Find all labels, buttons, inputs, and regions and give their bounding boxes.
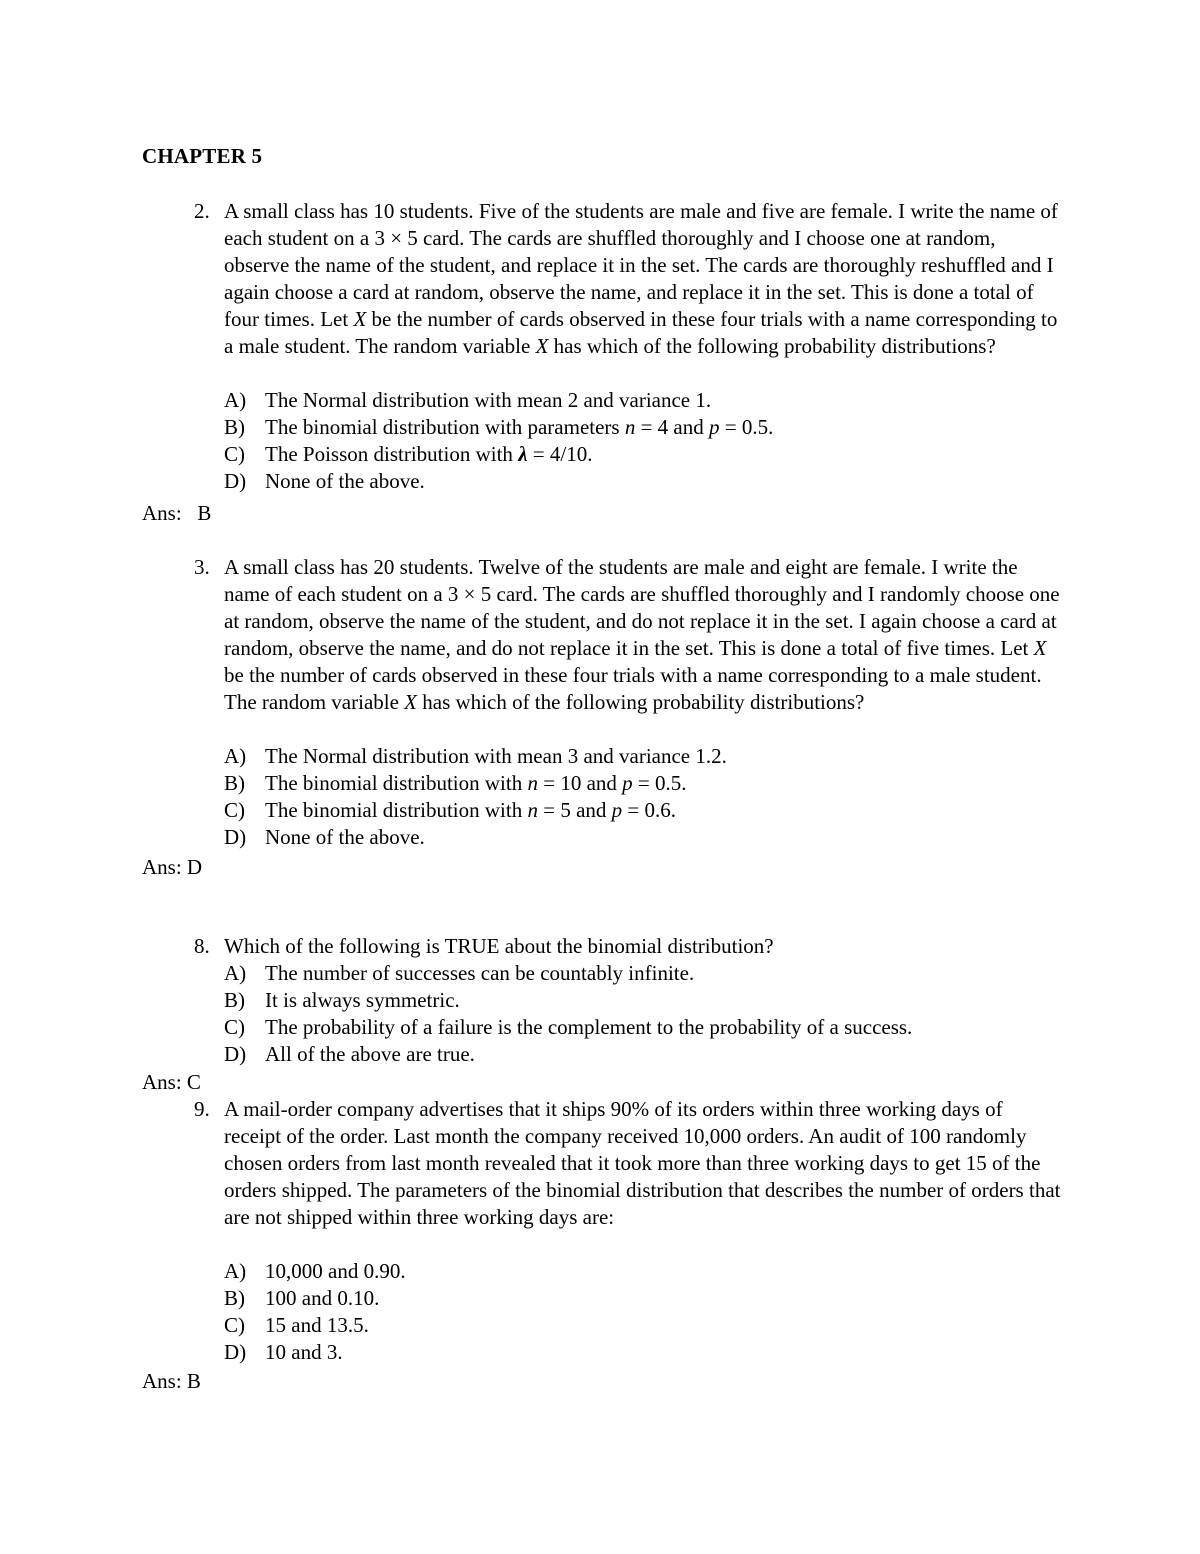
variable-x: X [535, 334, 549, 358]
stem-text: has which of the following probability distributions? [417, 690, 865, 714]
question-stem [224, 554, 1064, 716]
answer-options [224, 960, 1064, 1068]
question-stem [224, 1096, 1064, 1231]
option-text: 100 and 0.10. [265, 1286, 380, 1310]
answer-key: Ans: B [142, 1369, 201, 1393]
option-text: The number of successes can be countably infinite. [265, 961, 695, 985]
option-d [224, 1041, 1064, 1068]
option-letter: C) [224, 1015, 245, 1039]
option-letter: D) [224, 1340, 247, 1364]
option-letter: D) [224, 469, 247, 493]
variable-x: X [353, 307, 367, 331]
answer-key: Ans: B [142, 501, 212, 525]
option-a [224, 960, 1064, 987]
option-text: The binomial distribution with n = 10 and p = 0.5. [265, 771, 687, 795]
question-stem [224, 933, 1064, 960]
option-a [224, 1258, 1064, 1285]
answer-options [224, 387, 1064, 495]
option-letter: B) [224, 988, 245, 1012]
stem-text: be the number of cards observed in these four trials with a name corresponding to a male student. The random variable [224, 663, 1042, 714]
option-c [224, 797, 1064, 824]
option-letter: C) [224, 798, 245, 822]
option-a [224, 387, 1064, 414]
option-text: 10 and 3. [265, 1340, 343, 1364]
stem-text: be the number of cards observed in these four trials with a name corresponding to a male student. The random variable [224, 307, 1058, 358]
option-letter: A) [224, 961, 247, 985]
variable-x: X [1033, 636, 1047, 660]
stem-text: A mail-order company advertises that it ships 90% of its orders within three working days of receipt of the order. Last month the company received 10,000 orders. An audit of 100 randomly chosen orders from last month revealed that it took more than three working days to get 15 of the orders shipped. The parameters of the binomial distribution that describes the number of orders that are not shipped within three working days are: [224, 1097, 1061, 1229]
option-letter: B) [224, 1286, 245, 1310]
option-letter: A) [224, 388, 247, 412]
stem-text: has which of the following probability distributions? [548, 334, 996, 358]
question-number: 8. [194, 934, 210, 958]
question-number: 3. [194, 555, 210, 579]
option-letter: D) [224, 1042, 247, 1066]
question-number: 2. [194, 199, 210, 223]
answer-options [224, 743, 1064, 851]
option-letter: D) [224, 825, 247, 849]
option-b [224, 770, 1064, 797]
question-number: 9. [194, 1097, 210, 1121]
variable-x: X [404, 690, 417, 714]
option-d [224, 824, 1064, 851]
stem-text: A small class has 10 students. Five of the students are male and five are female. I write the name of each student on a 3 × 5 card. The cards are shuffled thoroughly and I choose one at random, observe the name of the student, and replace it in the set. The cards are thoroughly reshuffled and I again choose a card at random, observe the name, and replace it in the set. This is done a total of four times. Let [224, 199, 1058, 331]
option-a [224, 743, 1064, 770]
option-text: 15 and 13.5. [265, 1313, 369, 1337]
option-text: The Normal distribution with mean 3 and variance 1.2. [265, 744, 727, 768]
option-d [224, 1339, 1064, 1366]
option-letter: A) [224, 1259, 247, 1283]
question-stem [224, 198, 1064, 360]
option-letter: B) [224, 415, 245, 439]
option-d [224, 468, 1064, 495]
option-text: None of the above. [265, 469, 425, 493]
answer-key: Ans: C [142, 1070, 201, 1094]
option-text: The probability of a failure is the complement to the probability of a success. [265, 1015, 913, 1039]
option-text: The Poisson distribution with λ = 4/10. [265, 442, 593, 466]
option-b [224, 414, 1064, 441]
stem-text: Which of the following is TRUE about the binomial distribution? [224, 934, 774, 958]
option-text: The binomial distribution with n = 5 and p = 0.6. [265, 798, 676, 822]
stem-text: A small class has 20 students. Twelve of the students are male and eight are female. I write the name of each student on a 3 × 5 card. The cards are shuffled thoroughly and I randomly choose one at random, observe the name of the student, and do not replace it in the set. I again choose a card at random, observe the name, and do not replace it in the set. This is done a total of five times. Let [224, 555, 1060, 660]
option-text: 10,000 and 0.90. [265, 1259, 406, 1283]
option-b [224, 1285, 1064, 1312]
answer-key: Ans: D [142, 855, 203, 879]
option-c [224, 441, 1064, 468]
option-text: All of the above are true. [265, 1042, 475, 1066]
option-b [224, 987, 1064, 1014]
option-text: None of the above. [265, 825, 425, 849]
option-letter: C) [224, 442, 245, 466]
option-letter: B) [224, 771, 245, 795]
chapter-title: CHAPTER 5 [142, 144, 263, 168]
option-c [224, 1014, 1064, 1041]
option-letter: C) [224, 1313, 245, 1337]
option-text: It is always symmetric. [265, 988, 460, 1012]
option-c [224, 1312, 1064, 1339]
option-letter: A) [224, 744, 247, 768]
option-text: The Normal distribution with mean 2 and variance 1. [265, 388, 712, 412]
option-text: The binomial distribution with parameters n = 4 and p = 0.5. [265, 415, 774, 439]
answer-options [224, 1258, 1064, 1366]
